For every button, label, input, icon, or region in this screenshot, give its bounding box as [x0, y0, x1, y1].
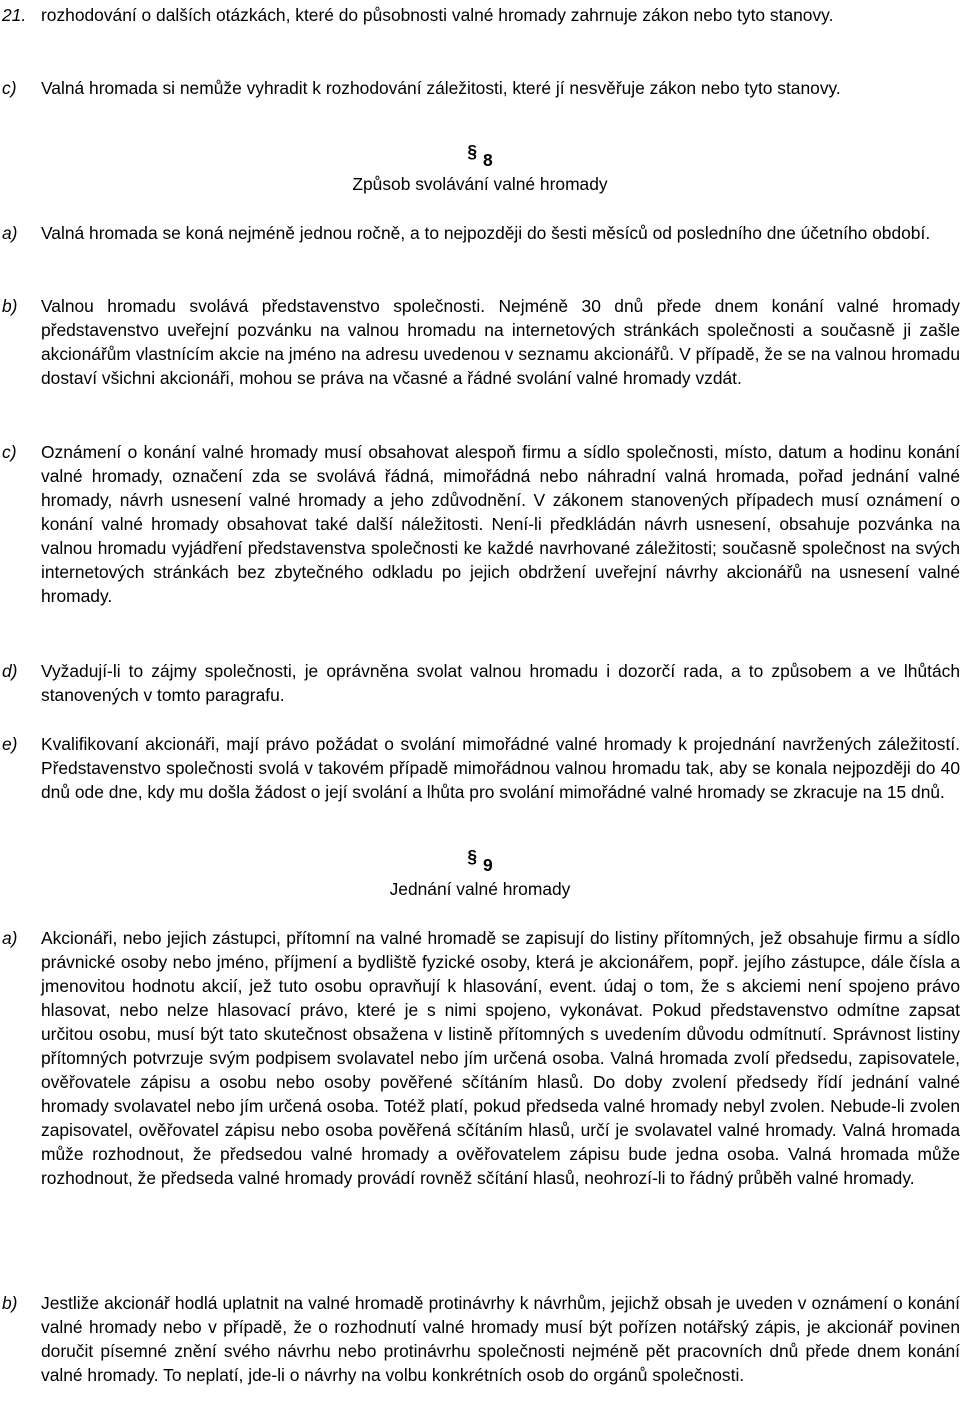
item-label: a)	[2, 928, 18, 948]
item-label: c)	[2, 442, 17, 462]
section-8-number	[0, 141, 960, 172]
section-symbol: §	[467, 846, 477, 866]
item-label: b)	[2, 1293, 18, 1313]
section-number: 8	[483, 150, 493, 170]
item-text: Vyžadují-li to zájmy společnosti, je oprávněna svolat valnou hromadu i dozorčí rada, a to způsobem a ve lhůtách stanovených v tomto paragrafu.	[41, 661, 960, 705]
item-label: c)	[2, 78, 17, 98]
item-text: rozhodování o dalších otázkách, které do působnosti valné hromady zahrnuje zákon nebo tyto stanovy.	[41, 5, 834, 25]
item-text: Akcionáři, nebo jejich zástupci, přítomní na valné hromadě se zapisují do listiny přítomných, jež obsahuje firmu a sídlo právnické osoby nebo jméno, příjmení a bydliště fyzické osoby, která je akcionářem, popř. jejího zástupce, dále čísla a jmenovitou hodnotu akcií, jež tuto osobu opravňují k hlasování, event. údaj o tom, že s akciemi není spojeno právo hlasovat, nebo nelze hlasovací právo, které je s nimi spojeno, vykonávat. Pokud představenstvo odmítne zapsat určitou osobu, musí být tato skutečnost obsažena v listině přítomných s uvedením důvodu odmítnutí. Správnost listiny přítomných potvrzuje svým podpisem svolavatel nebo jím určená osoba. Valná hromada zvolí předsedu, zapisovatele, ověřovatele zápisu a osobu nebo osoby pověřené sčítáním hlasů. Do doby zvolení předsedy řídí jednání valné hromady svolavatel nebo jím určená osoba. Totéž platí, pokud předseda valné hromady nebyl zvolen. Nebude-li zvolen zapisovatel, ověřovatel zápisu nebo osoba pověřená sčítáním hlasů, určí je svolavatel valné hromady. Valná hromada může rozhodnout, že předsedou valné hromady a ověřovatelem zápisu bude jedna osoba. Valná hromada může rozhodnout, že předseda valné hromady provádí rovněž sčítání hlasů, neohrozí-li to řádný průběh valné hromady.	[41, 928, 960, 1188]
item-text: Valnou hromadu svolává představenstvo společnosti. Nejméně 30 dnů přede dnem konání valné hromady představenstvo uveřejní pozvánku na valnou hromadu na internetových stránkách společnosti a současně ji zašle akcionářům vlastnícím akcie na jméno na adresu uvedenou v seznamu akcionářů. V případě, že se na valnou hromadu dostaví všichni akcionáři, mohou se práva na včasné a řádné svolání valné hromady vzdát.	[41, 296, 960, 388]
item-label: a)	[2, 223, 18, 243]
section-8-title: Způsob svolávání valné hromady	[352, 174, 608, 194]
item-text: Jestliže akcionář hodlá uplatnit na valné hromadě protinávrhy k návrhům, jejichž obsah je uveden v oznámení o konání valné hromady nebo v případě, že o rozhodnutí valné hromady musí být pořízen notářský zápis, je akcionář povinen doručit písemné znění svého návrhu nebo protinávrhu společnosti nejméně pět pracovních dnů přede dnem konání valné hromady. To neplatí, jde-li o návrhy na volbu konkrétních osob do orgánů společnosti.	[41, 1293, 960, 1385]
item-text: Oznámení o konání valné hromady musí obsahovat alespoň firmu a sídlo společnosti, místo, datum a hodinu konání valné hromady, označení zda se svolává řádná, mimořádná nebo náhradní valná hromada, pořad jednání valné hromady, návrh usnesení valné hromady a jeho zdůvodnění. V zákonem stanovených případech musí oznámení o konání valné hromady obsahovat také další náležitosti. Není-li předkládán návrh usnesení, obsahuje pozvánka na valnou hromadu vyjádření představenstva společnosti ke každé navrhované záležitosti; současně společnost na svých internetových stránkách bez zbytečného odkladu po jejich obdržení uveřejní návrhy akcionářů na usnesení valné hromady.	[41, 442, 960, 606]
item-label: 21.	[2, 5, 27, 25]
item-label: b)	[2, 296, 18, 316]
section-number: 9	[483, 855, 493, 875]
item-label: d)	[2, 661, 18, 681]
item-label: e)	[2, 734, 18, 754]
section-9-title: Jednání valné hromady	[389, 879, 571, 899]
item-text: Kvalifikovaní akcionáři, mají právo požádat o svolání mimořádné valné hromady k projednání navržených záležitostí. Představenstvo společnosti svolá v takovém případě mimořádnou valnou hromadu tak, aby se konala nejpozději do 40 dnů ode dne, kdy mu došla žádost o její svolání a lhůta pro svolání mimořádné valné hromady se zkracuje na 15 dnů.	[41, 734, 960, 802]
section-9-number	[0, 846, 960, 877]
item-text: Valná hromada se koná nejméně jednou ročně, a to nejpozději do šesti měsíců od posledního dne účetního období.	[41, 223, 931, 243]
item-text: Valná hromada si nemůže vyhradit k rozhodování záležitosti, které jí nesvěřuje zákon nebo tyto stanovy.	[41, 78, 841, 98]
section-symbol: §	[467, 141, 477, 161]
